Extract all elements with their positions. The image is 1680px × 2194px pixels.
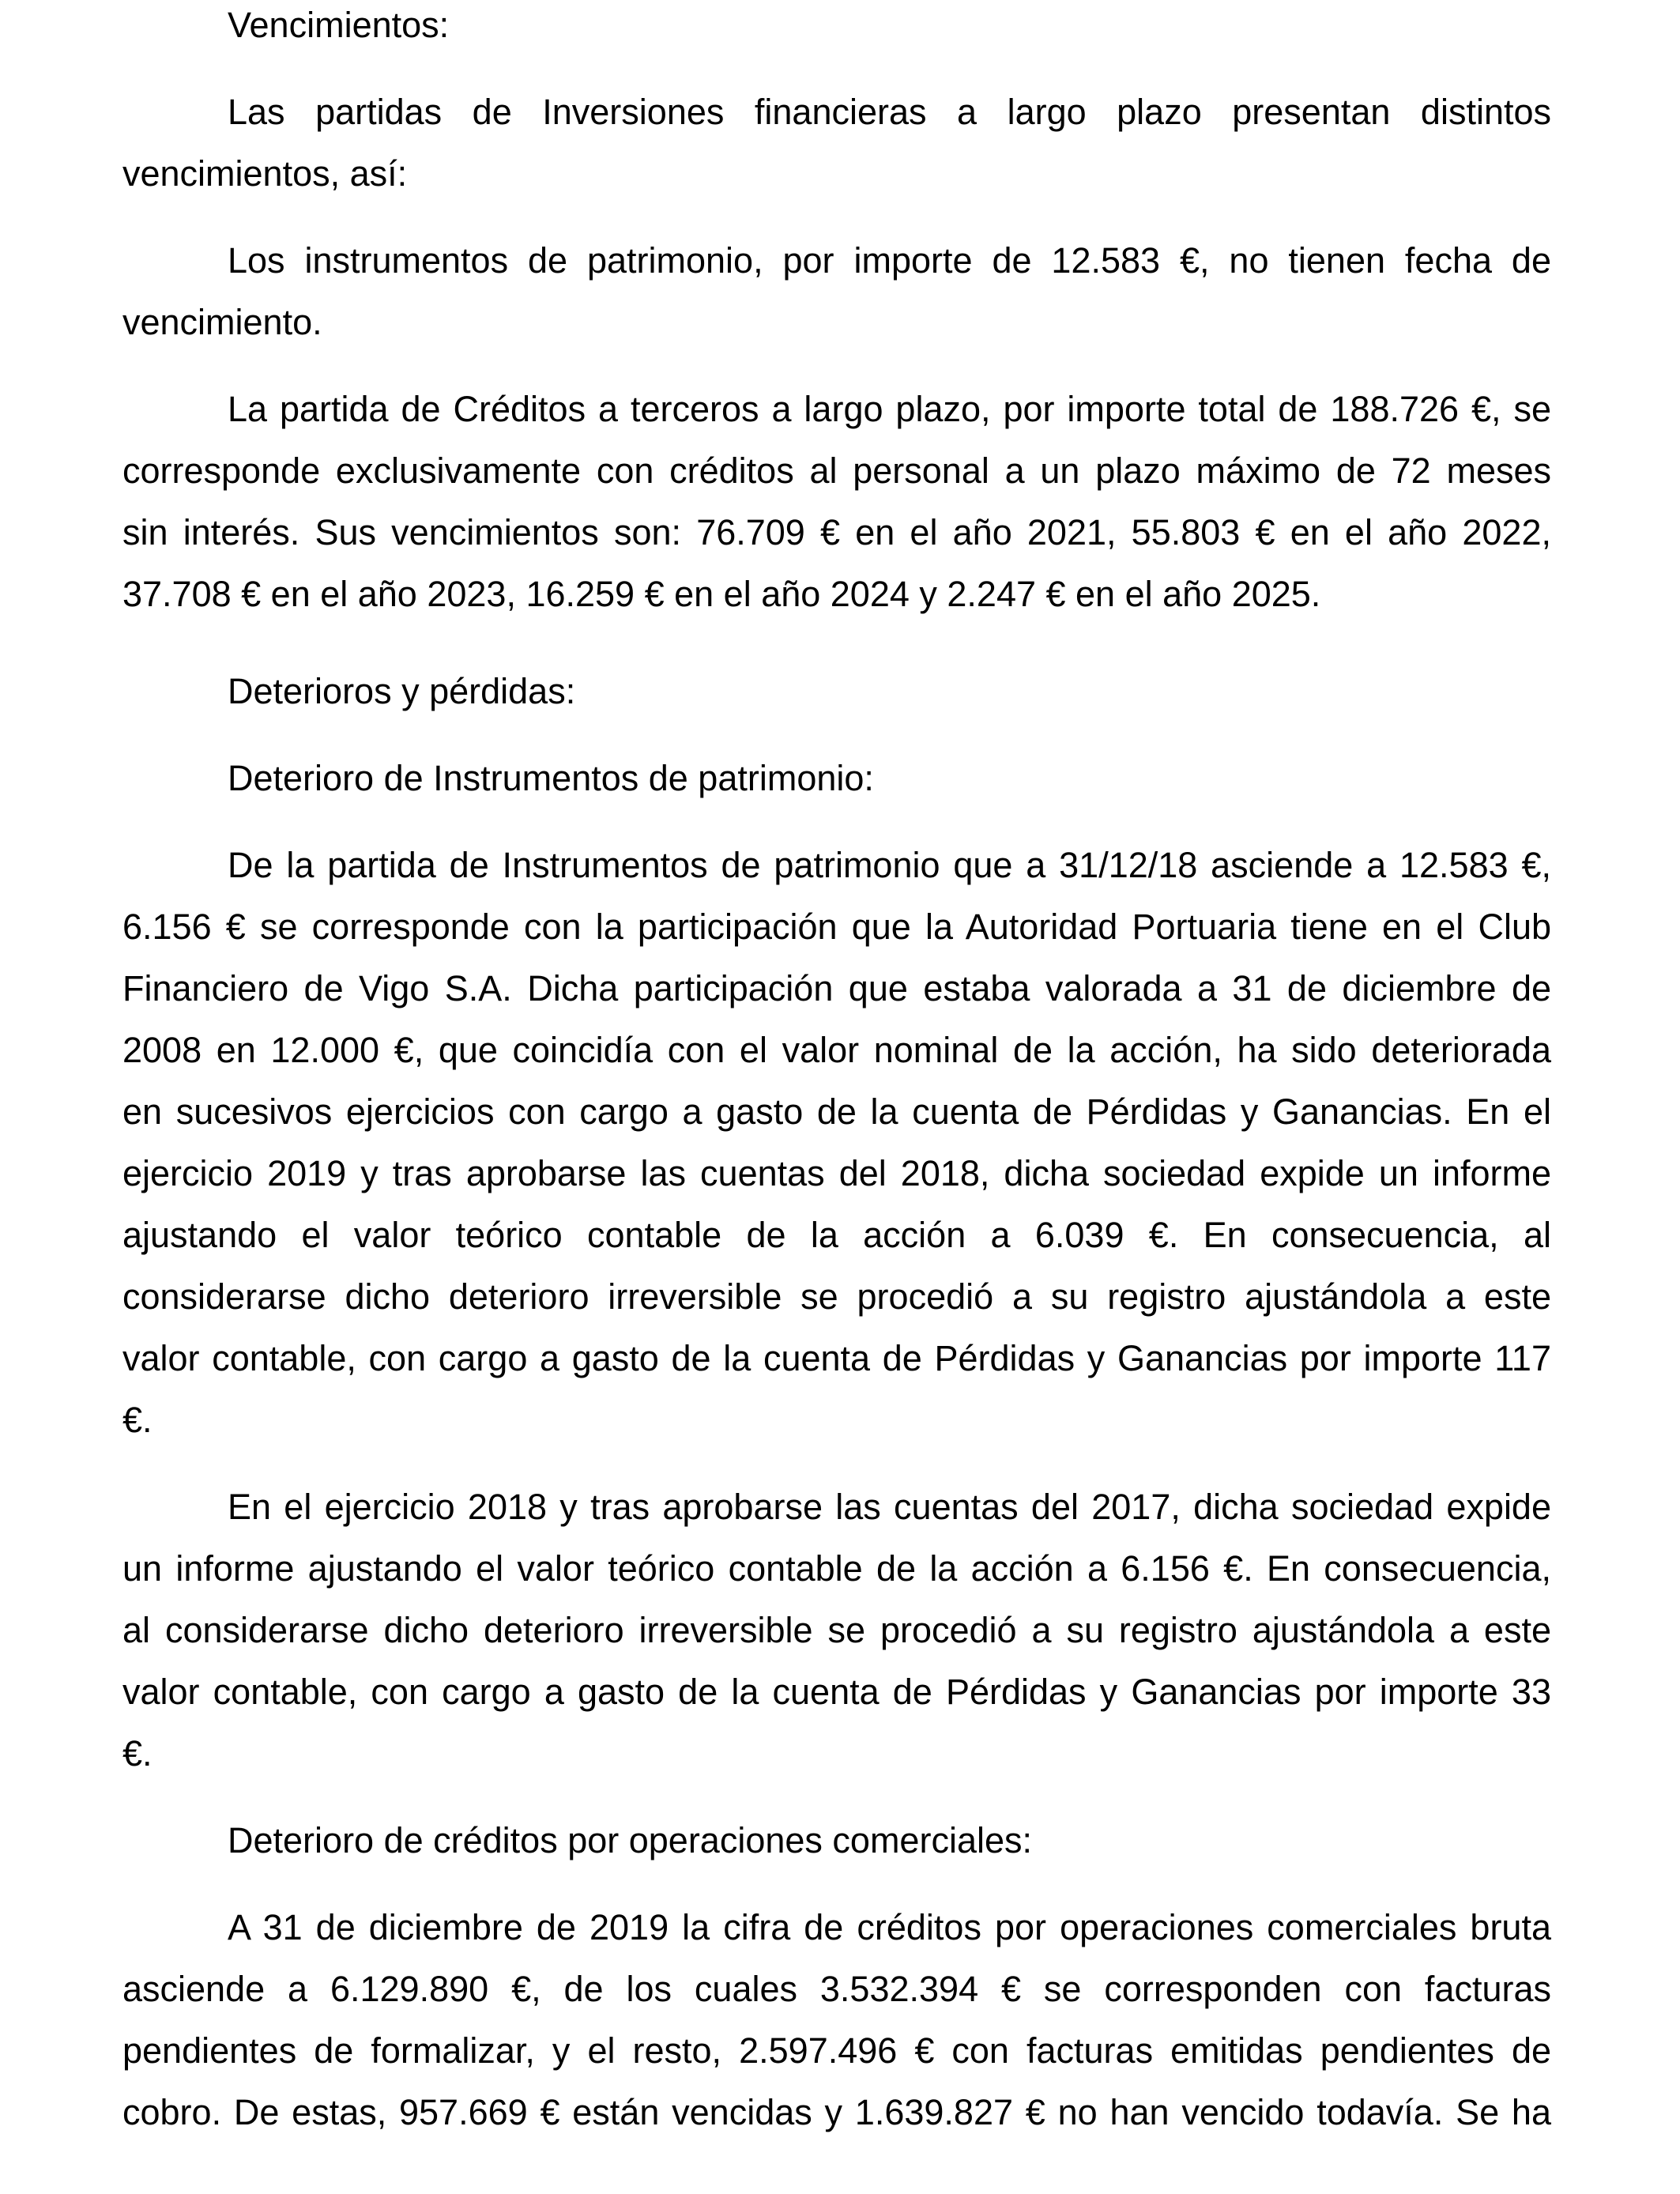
heading-vencimientos xyxy=(122,0,1551,56)
text-line: A 31 de diciembre de 2019 la cifra de créditos por operaciones comerciales bruta xyxy=(228,1907,1551,1947)
text-line: un informe ajustando el valor teórico contable de la acción a 6.156 €. En consecuencia, xyxy=(122,1548,1551,1589)
document-content xyxy=(122,0,1551,2169)
heading-text-line: Deterioros y pérdidas: xyxy=(228,671,576,711)
heading-deterioros-perdidas xyxy=(122,661,1551,722)
text-line: pendientes de formalizar, y el resto, 2.597.496 € con facturas emitidas pendientes de xyxy=(122,2030,1551,2071)
heading-text-line: Deterioro de créditos por operaciones comerciales: xyxy=(228,1820,1032,1860)
para-creditos-terceros xyxy=(122,379,1551,625)
text-line: asciende a 6.129.890 €, de los cuales 3.532.394 € se corresponden con facturas xyxy=(122,1969,1551,2009)
para-deterioro-creditos-comerciales xyxy=(122,1897,1551,2143)
heading-deterioro-creditos-comerciales xyxy=(122,1810,1551,1872)
text-line: en sucesivos ejercicios con cargo a gasto de la cuenta de Pérdidas y Ganancias. En el xyxy=(122,1091,1551,1132)
text-line: vencimiento. xyxy=(122,302,322,342)
para-deterioro-instrumentos-2018 xyxy=(122,1476,1551,1785)
text-line: ejercicio 2019 y tras aprobarse las cuentas del 2018, dicha sociedad expide un informe xyxy=(122,1153,1551,1193)
text-line: €. xyxy=(122,1400,153,1440)
heading-text-line: Deterioro de Instrumentos de patrimonio: xyxy=(228,758,874,798)
text-line: En el ejercicio 2018 y tras aprobarse las cuentas del 2017, dicha sociedad expide xyxy=(228,1487,1551,1527)
text-line: De la partida de Instrumentos de patrimonio que a 31/12/18 asciende a 12.583 €, xyxy=(228,845,1551,885)
text-line: considerarse dicho deterioro irreversible se procedió a su registro ajustándola a este xyxy=(122,1276,1551,1317)
text-line: €. xyxy=(122,1733,153,1774)
text-line: sin interés. Sus vencimientos son: 76.709 € en el año 2021, 55.803 € en el año 2022, xyxy=(122,512,1551,552)
text-line: Financiero de Vigo S.A. Dicha participación que estaba valorada a 31 de diciembre de xyxy=(122,968,1551,1008)
heading-deterioro-instrumentos xyxy=(122,748,1551,809)
text-line: La partida de Créditos a terceros a largo plazo, por importe total de 188.726 €, se xyxy=(228,389,1551,429)
para-instrumentos-patrimonio xyxy=(122,230,1551,353)
text-line: vencimientos, así: xyxy=(122,153,408,194)
text-line: ajustando el valor teórico contable de la acción a 6.039 €. En consecuencia, al xyxy=(122,1215,1551,1255)
text-line: valor contable, con cargo a gasto de la cuenta de Pérdidas y Ganancias por importe 117 xyxy=(122,1338,1551,1378)
text-line: 6.156 € se corresponde con la participación que la Autoridad Portuaria tiene en el Club xyxy=(122,907,1551,947)
text-line: 2008 en 12.000 €, que coincidía con el valor nominal de la acción, ha sido deteriorada xyxy=(122,1030,1551,1070)
text-line: Los instrumentos de patrimonio, por importe de 12.583 €, no tienen fecha de xyxy=(228,240,1551,281)
text-line: valor contable, con cargo a gasto de la cuenta de Pérdidas y Ganancias por importe 33 xyxy=(122,1672,1551,1712)
para-vencimientos-intro xyxy=(122,81,1551,205)
heading-text-line: Vencimientos: xyxy=(228,5,450,45)
text-line: Las partidas de Inversiones financieras a largo plazo presentan distintos xyxy=(228,92,1551,132)
para-deterioro-instrumentos-2019 xyxy=(122,835,1551,1451)
text-line: 37.708 € en el año 2023, 16.259 € en el año 2024 y 2.247 € en el año 2025. xyxy=(122,574,1321,614)
text-line: corresponde exclusivamente con créditos al personal a un plazo máximo de 72 meses xyxy=(122,450,1551,491)
text-line: cobro. De estas, 957.669 € están vencidas y 1.639.827 € no han vencido todavía. Se ha xyxy=(122,2092,1551,2132)
text-line: al considerarse dicho deterioro irreversible se procedió a su registro ajustándola a este xyxy=(122,1610,1551,1650)
